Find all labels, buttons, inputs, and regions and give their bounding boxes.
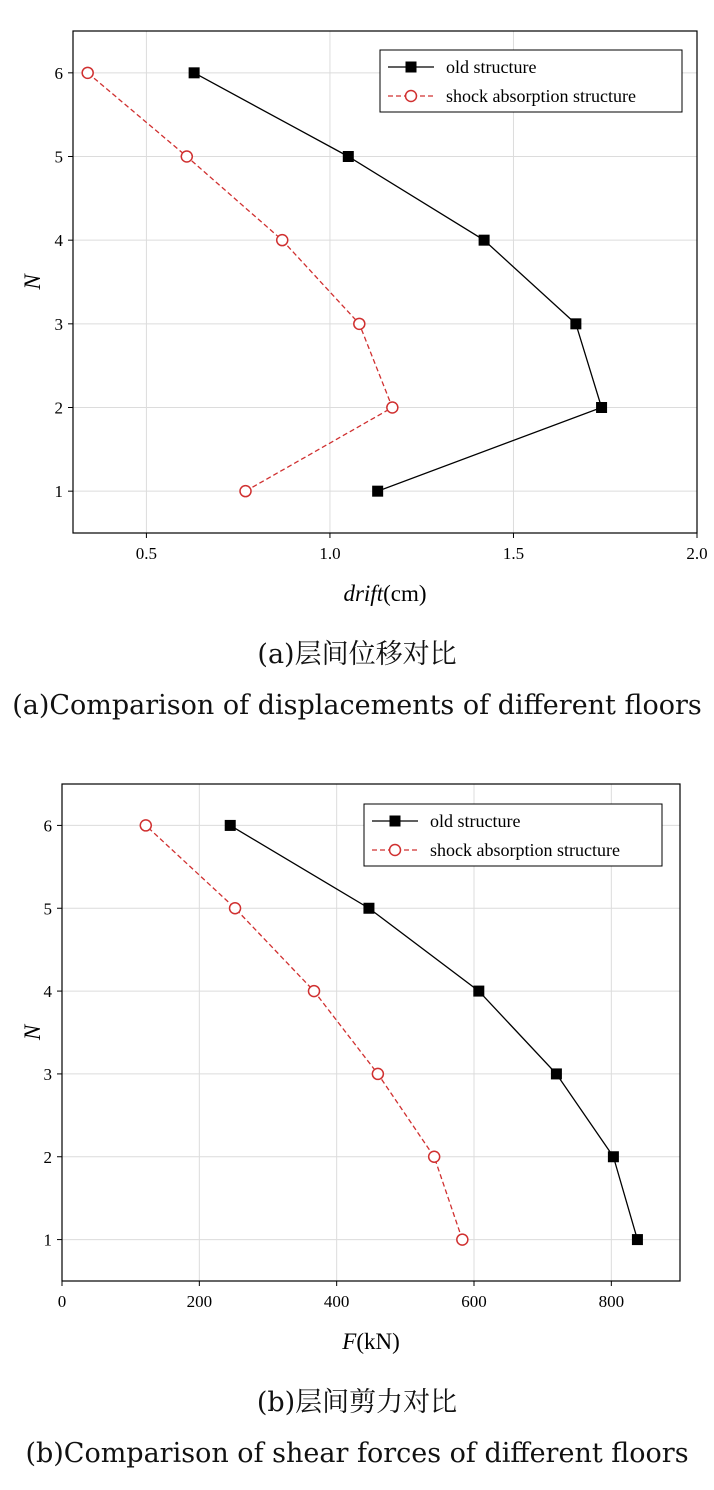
x-tick-label: 0: [57, 1292, 67, 1311]
y-axis-label: N: [20, 274, 45, 290]
y-tick-label: 6: [43, 816, 52, 836]
series-line: [146, 825, 463, 1239]
x-axis-label: [341, 1329, 400, 1354]
y-tick-label: 6: [54, 63, 63, 83]
data-point-square: [551, 1068, 562, 1079]
x-tick-label: 1.0: [319, 544, 341, 563]
data-point-circle: [181, 151, 192, 162]
data-point-square: [479, 235, 490, 246]
drift-chart-caption-chinese: (a)层间位移对比: [257, 639, 457, 670]
y-axis-label: N: [20, 1024, 45, 1041]
y-tick-label: 3: [54, 314, 63, 334]
y-tick-label: 2: [54, 398, 63, 418]
series-line: [230, 825, 637, 1239]
legend-label: old structure: [446, 57, 537, 77]
x-tick-label: 1.5: [502, 544, 525, 563]
y-tick-label: 4: [43, 982, 52, 1002]
data-point-square: [363, 903, 374, 914]
data-point-circle: [457, 1234, 468, 1245]
series-shock-absorption-structure: [140, 820, 468, 1245]
x-tick-label: 0.5: [135, 544, 158, 563]
drift-chart-caption-english: (a)Comparison of displacements of different floors: [12, 690, 702, 721]
data-point-circle: [82, 67, 93, 78]
series-line: [194, 73, 601, 491]
data-point-circle: [309, 986, 320, 997]
data-point-square: [608, 1151, 619, 1162]
y-tick-label: 5: [54, 147, 63, 167]
data-point-circle: [230, 903, 241, 914]
x-tick-label: 200: [186, 1292, 213, 1311]
x-tick-label: 400: [323, 1292, 350, 1311]
series-shock-absorption-structure: [82, 67, 398, 496]
data-point-square: [225, 820, 236, 831]
data-point-square: [189, 67, 200, 78]
data-point-circle: [372, 1068, 383, 1079]
legend: [364, 804, 662, 866]
legend-label: shock absorption structure: [430, 840, 620, 860]
x-axis-label-symbol: F: [342, 1329, 357, 1354]
shear-chart-caption-chinese: (b)层间剪力对比: [256, 1387, 458, 1418]
data-point-square: [343, 151, 354, 162]
legend-label: old structure: [430, 811, 521, 831]
data-point-square: [372, 486, 383, 497]
data-point-circle: [140, 820, 151, 831]
shear-force-chart: [0, 752, 714, 1372]
data-point-square: [570, 318, 581, 329]
y-tick-label: 4: [54, 231, 63, 251]
legend-marker-square: [406, 62, 417, 73]
data-point-square: [473, 986, 484, 997]
x-axis-label-symbol: drift: [343, 581, 384, 606]
x-tick-label: 2.0: [686, 544, 708, 563]
y-tick-label: 2: [43, 1147, 52, 1167]
x-tick-label: 600: [461, 1292, 487, 1311]
x-axis-label-unit: (kN): [356, 1329, 400, 1354]
legend-marker-circle: [406, 91, 417, 102]
data-point-circle: [387, 402, 398, 413]
data-point-circle: [429, 1151, 440, 1162]
data-point-circle: [240, 486, 251, 497]
y-tick-label: 3: [43, 1064, 52, 1084]
data-point-square: [632, 1234, 643, 1245]
x-axis-label-unit: (cm): [383, 581, 427, 606]
series-old-structure: [225, 820, 643, 1245]
shear-chart-caption-english: (b)Comparison of shear forces of different floors: [25, 1438, 689, 1469]
data-point-circle: [277, 235, 288, 246]
series-old-structure: [189, 67, 607, 496]
legend-label: shock absorption structure: [446, 86, 636, 106]
x-axis-label: [343, 581, 426, 606]
legend-marker-circle: [390, 845, 401, 856]
legend: [380, 50, 682, 112]
y-tick-label: 1: [54, 482, 63, 502]
data-point-square: [596, 402, 607, 413]
y-tick-label: 5: [43, 899, 52, 919]
series-line: [88, 73, 393, 491]
y-tick-label: 1: [43, 1230, 52, 1250]
data-point-circle: [354, 318, 365, 329]
x-tick-label: 800: [598, 1292, 625, 1311]
legend-marker-square: [390, 816, 401, 827]
drift-chart: [0, 0, 714, 620]
